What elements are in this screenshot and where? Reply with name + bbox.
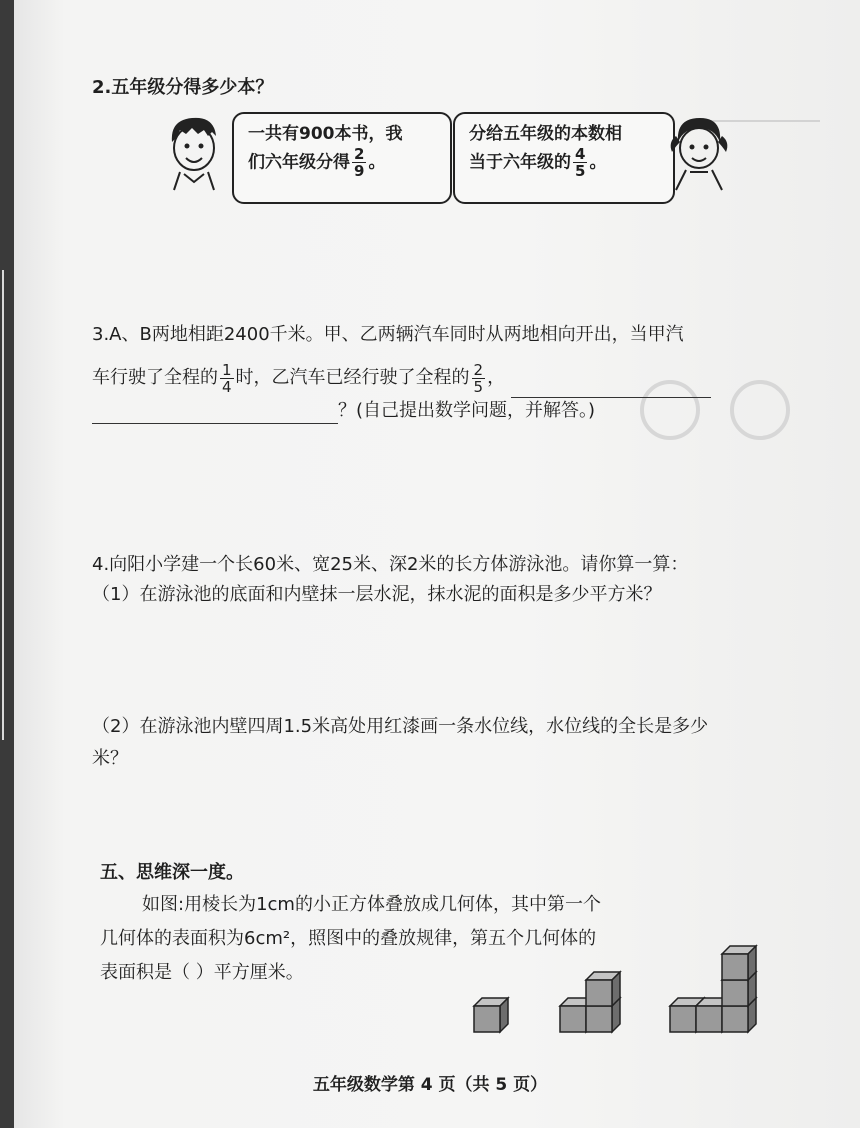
q3-answer-blank-2[interactable] bbox=[92, 401, 338, 424]
fraction-two-fifths bbox=[472, 362, 486, 395]
girl-cartoon-icon bbox=[664, 112, 734, 192]
q3-text-b: 时，乙汽车已经行驶了全程的 bbox=[235, 367, 470, 388]
boy-speech-bubble bbox=[232, 112, 452, 204]
fraction-numerator: 2 bbox=[473, 360, 484, 379]
fraction-four-fifths bbox=[573, 146, 587, 179]
q2-title: 2.五年级分得多少本？ bbox=[92, 77, 274, 98]
cube-stacks-figure bbox=[468, 940, 768, 1040]
cube-stack-3 bbox=[670, 946, 756, 1032]
fraction-numerator: 2 bbox=[354, 145, 365, 163]
section5-paragraph-line2: 几何体的表面积为6cm²，照图中的叠放规律，第五个几何体的 bbox=[100, 928, 597, 949]
fraction-one-quarter bbox=[220, 362, 234, 395]
girl-speech-line2 bbox=[469, 146, 659, 179]
q4-line1: 4.向阳小学建一个长60米、宽25米、深2米的长方体游泳池。请你算一算： bbox=[92, 554, 689, 575]
boy-speech-line1: 一共有900本书，我 bbox=[248, 124, 403, 144]
fraction-denominator: 9 bbox=[354, 162, 365, 180]
q3-text-c: ， bbox=[487, 367, 506, 388]
fraction-two-ninths bbox=[352, 146, 366, 179]
q4-sub2-line2: 米？ bbox=[92, 748, 128, 769]
cube-stack-2 bbox=[560, 972, 620, 1032]
girl-speech-bubble bbox=[453, 112, 675, 204]
q3-line1: 3.A、B两地相距2400千米。甲、乙两辆汽车同时从两地相向开出，当甲汽 bbox=[92, 324, 684, 345]
q3-answer-blank-1[interactable] bbox=[511, 373, 711, 398]
girl-speech-text2: 当于六年级的 bbox=[469, 152, 571, 173]
fraction-numerator: 4 bbox=[575, 145, 586, 163]
girl-speech-end: 。 bbox=[589, 152, 607, 173]
fraction-numerator: 1 bbox=[222, 360, 232, 379]
boy-speech-end: 。 bbox=[368, 152, 386, 173]
q3-text-a: 车行驶了全程的 bbox=[92, 367, 218, 388]
fraction-denominator: 4 bbox=[222, 377, 232, 396]
section5-heading: 五、思维深一度。 bbox=[100, 862, 244, 883]
boy-speech-line2 bbox=[248, 146, 436, 179]
binder-edge bbox=[0, 0, 14, 1128]
section5-paragraph-line3: 表面积是（ ）平方厘米。 bbox=[100, 962, 304, 983]
section5-paragraph-line1: 如图:用棱长为1cm的小正方体叠放成几何体，其中第一个 bbox=[142, 894, 601, 915]
q3-line3 bbox=[92, 398, 595, 424]
cube-stack-1 bbox=[474, 998, 508, 1032]
binder-line bbox=[2, 270, 4, 740]
boy-cartoon-icon bbox=[160, 112, 230, 192]
q3-line2 bbox=[92, 358, 711, 398]
q4-sub2-line1: （2）在游泳池内壁四周1.5米高处用红漆画一条水位线，水位线的全长是多少 bbox=[92, 716, 709, 737]
page-footer: 五年级数学第 4 页（共 5 页） bbox=[312, 1075, 548, 1095]
boy-speech-text2: 们六年级分得 bbox=[248, 152, 350, 173]
q4-sub1: （1）在游泳池的底面和内壁抹一层水泥，抹水泥的面积是多少平方米？ bbox=[92, 584, 662, 605]
fraction-denominator: 5 bbox=[575, 162, 586, 180]
fraction-denominator: 5 bbox=[473, 377, 484, 396]
girl-speech-line1: 分给五年级的本数相 bbox=[469, 124, 622, 144]
q3-line3-end: ？(自己提出数学问题，并解答。) bbox=[338, 400, 596, 421]
